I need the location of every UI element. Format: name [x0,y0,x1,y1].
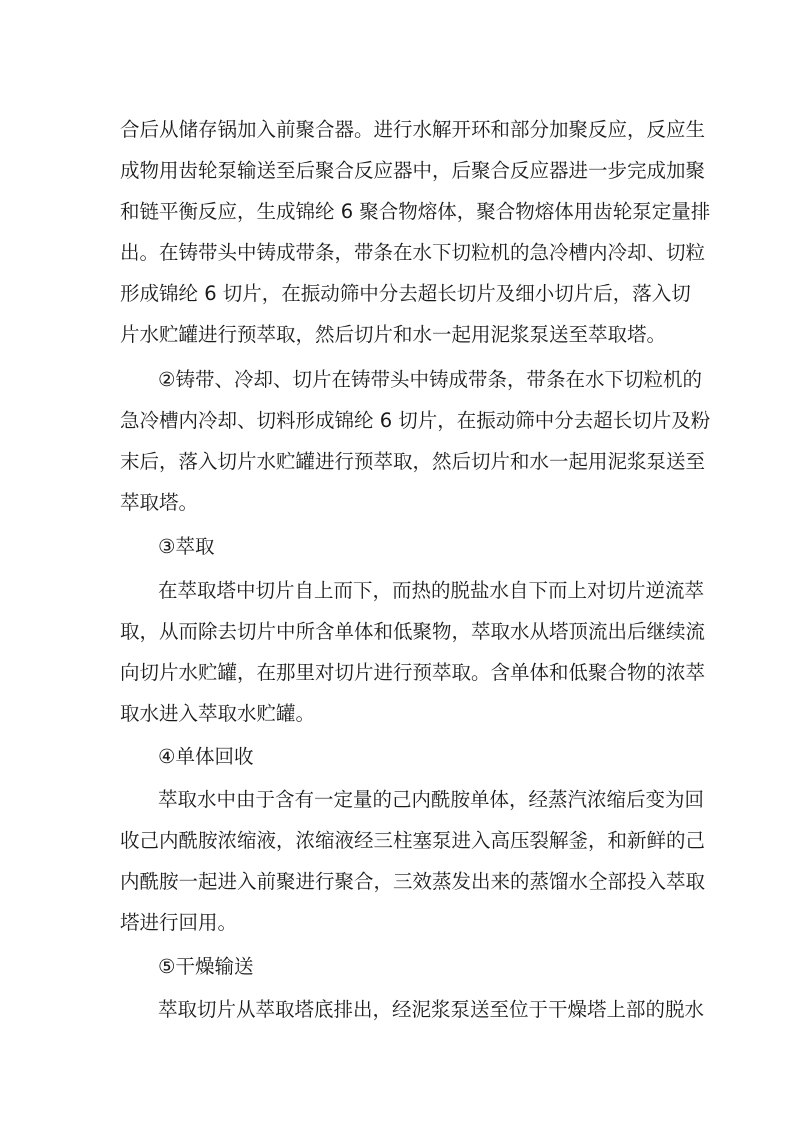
text-line: 末后，落入切片水贮罐进行预萃取，然后切片和水一起用泥浆泵送至 [120,450,706,473]
text-line: 出。在铸带头中铸成带条，带条在水下切粒机的急冷槽内冷却、切粒 [120,241,706,264]
text-line: 向切片水贮罐，在那里对切片进行预萃取。含单体和低聚合物的浓萃 [120,661,706,684]
text-line: 取，从而除去切片中所含单体和低聚物，萃取水从塔顶流出后继续流 [120,620,706,643]
paragraph-first-line: ②铸带、冷却、切片在铸带头中铸成带条，带条在水下切粒机的 [158,368,702,391]
section-heading: ③萃取 [158,535,215,558]
section-heading: ⑤干燥输送 [158,955,254,978]
text-line: 片水贮罐进行预萃取，然后切片和水一起用泥浆泵送至萃取塔。 [120,323,667,346]
text-line: 和链平衡反应，生成锦纶 6 聚合物熔体，聚合物熔体用齿轮泵定量排 [120,200,711,223]
text-line: 取水进入萃取水贮罐。 [120,702,316,725]
paragraph-first-line: 萃取水中由于含有一定量的己内酰胺单体，经蒸汽浓缩后变为回 [158,788,705,811]
text-line: 内酰胺一起进入前聚进行聚合，三效蒸发出来的蒸馏水仝部投入萃取 [120,870,706,893]
text-line: 收己内酰胺浓缩液，浓缩液经三柱塞泵进入高压裂解釜，和新鲜的己 [120,829,706,852]
text-line: 形成锦纶 6 切片，在振动筛中分去超长切片及细小切片后，落入切 [120,282,691,305]
text-line: 萃取塔。 [120,491,199,514]
section-heading: ④单体回收 [158,745,254,768]
paragraph-first-line: 萃取切片从萃取塔底排出，经泥浆泵送至位于干燥塔上部的脱水 [158,998,705,1021]
text-line: 急冷槽内冷却、切料形成锦纶 6 切片，在振动筛中分去超长切片及粉 [120,409,711,432]
text-line: 塔进行回用。 [120,911,238,934]
paragraph-first-line: 在萃取塔中切片自上而下，而热的脱盐水自下而上对切片逆流萃 [158,579,705,602]
text-line: 成物用齿轮泵输送至后聚合反应器中，后聚合反应器进一步完成加聚 [120,159,706,182]
text-line: 合后从储存锅加入前聚合器。进行水解开环和部分加聚反应，反应生 [120,118,706,141]
